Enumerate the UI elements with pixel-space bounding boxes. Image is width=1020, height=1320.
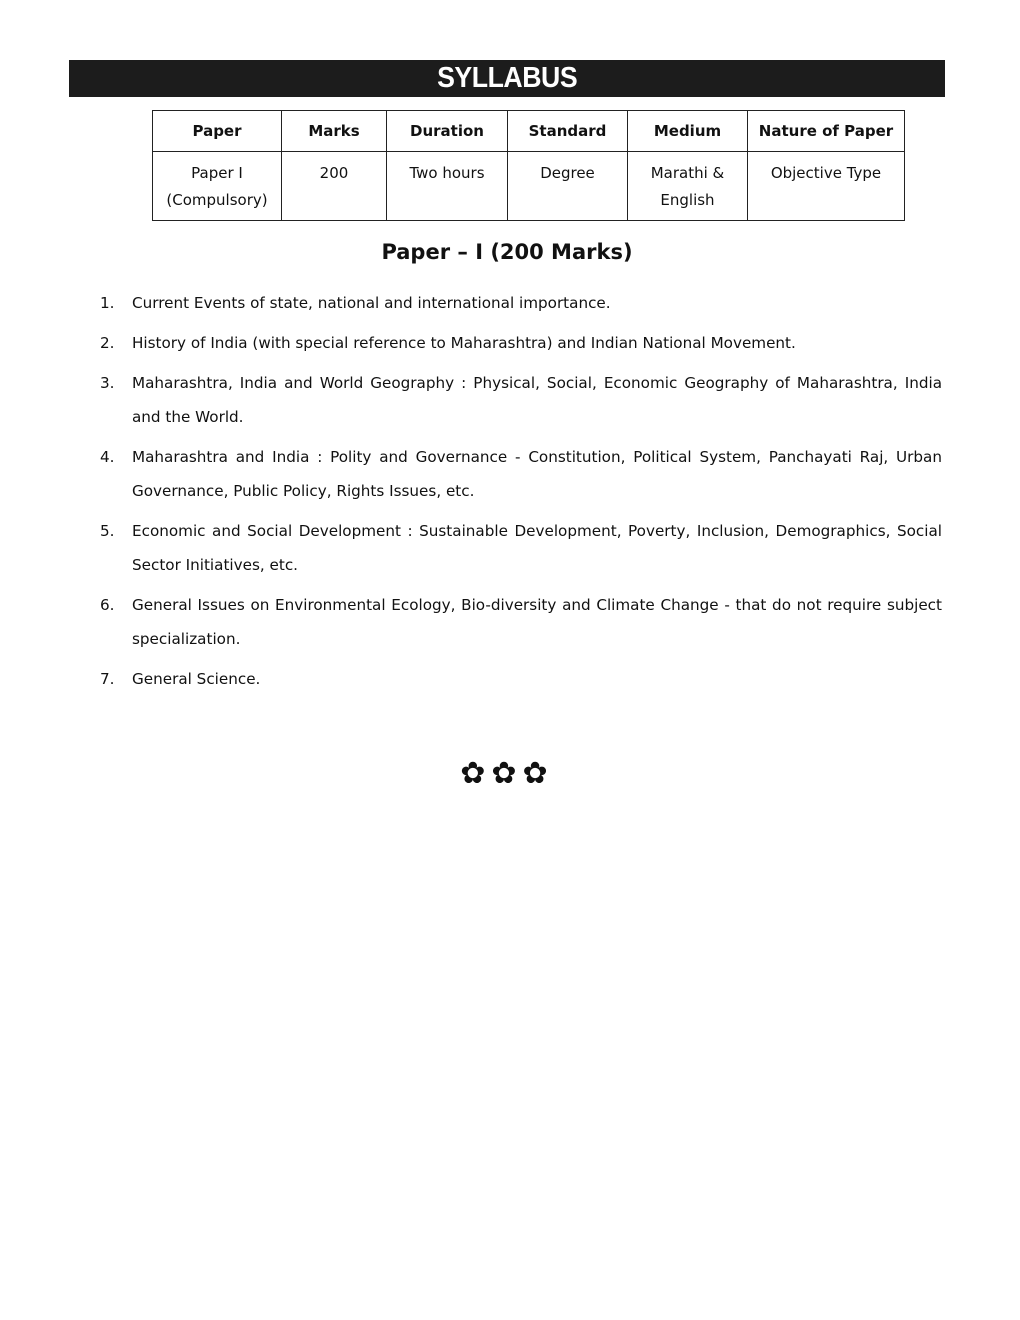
cell-medium-line1: Marathi &: [650, 164, 725, 182]
header-nature: Nature of Paper: [748, 111, 905, 152]
list-item: [100, 326, 942, 360]
cell-medium-line2: English: [660, 191, 715, 209]
item-text: Maharashtra and India : Polity and Governance - Constitution, Political System, Panchayati Raj, Urban Governance, Public Policy, Rights Issues, etc.: [132, 448, 942, 500]
item-text: General Science.: [132, 670, 261, 688]
item-number: 4.: [100, 448, 115, 466]
cell-paper-line2: (Compulsory): [166, 191, 268, 209]
cell-marks: 200: [282, 152, 387, 221]
list-item: [100, 366, 942, 434]
flower-ornament-icon: ✿✿✿: [460, 756, 554, 791]
item-text: History of India (with special reference to Maharashtra) and Indian National Movement.: [132, 334, 796, 352]
cell-medium: [628, 152, 748, 221]
list-item: [100, 286, 942, 320]
topic-list: [100, 286, 942, 702]
header-duration: Duration: [387, 111, 508, 152]
item-number: 1.: [100, 294, 115, 312]
section-heading: Paper – I (200 Marks): [381, 240, 633, 264]
item-number: 3.: [100, 374, 115, 392]
cell-standard: Degree: [508, 152, 628, 221]
syllabus-banner: [69, 60, 945, 97]
cell-nature: Objective Type: [748, 152, 905, 221]
header-paper: Paper: [153, 111, 282, 152]
list-item: [100, 514, 942, 582]
header-medium: Medium: [628, 111, 748, 152]
cell-duration: Two hours: [387, 152, 508, 221]
paper-info-table: [152, 110, 905, 221]
list-item: [100, 440, 942, 508]
item-number: 5.: [100, 522, 115, 540]
item-text: General Issues on Environmental Ecology, Bio-diversity and Climate Change - that do not require subject specialization.: [132, 596, 942, 648]
table-row: [153, 152, 905, 221]
item-number: 7.: [100, 670, 115, 688]
cell-paper: [153, 152, 282, 221]
page-title: SYLLABUS: [436, 62, 578, 94]
header-marks: Marks: [282, 111, 387, 152]
header-standard: Standard: [508, 111, 628, 152]
item-text: Economic and Social Development : Sustainable Development, Poverty, Inclusion, Demographics, Social Sector Initiatives, etc.: [132, 522, 942, 574]
item-number: 6.: [100, 596, 115, 614]
list-item: [100, 588, 942, 656]
list-item: [100, 662, 942, 696]
item-number: 2.: [100, 334, 115, 352]
item-text: Current Events of state, national and international importance.: [132, 294, 611, 312]
cell-paper-line1: Paper I: [191, 164, 243, 182]
item-text: Maharashtra, India and World Geography : Physical, Social, Economic Geography of Maharashtra, India and the World.: [132, 374, 942, 426]
table-header-row: [153, 111, 905, 152]
